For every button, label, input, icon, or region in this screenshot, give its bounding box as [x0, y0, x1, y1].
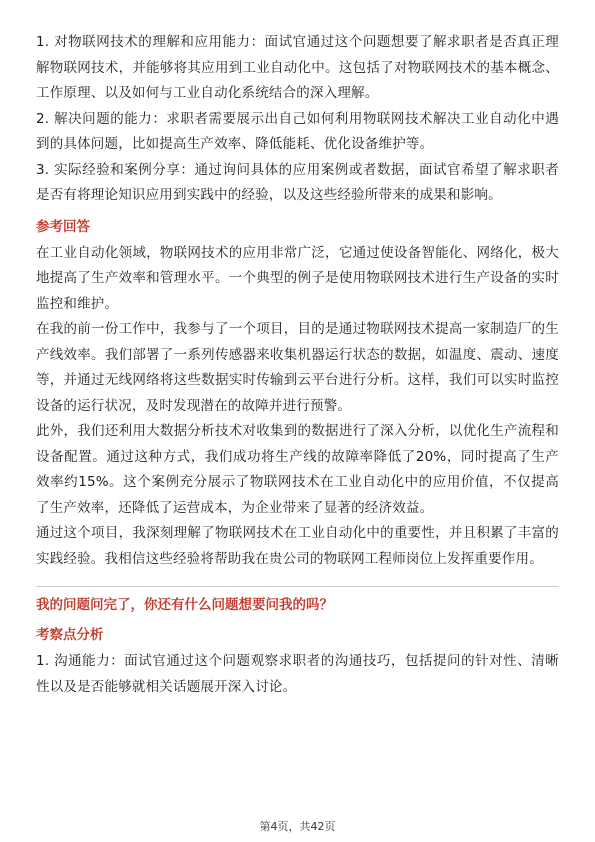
analysis-heading: 考察点分析	[36, 627, 104, 643]
reference-answer-heading: 参考回答	[36, 218, 90, 235]
assessment-point-2: 2. 解决问题的能力：求职者需要展示出自己如何利用物联网技术解决工业自动化中遇到的具体问题，比如提高生产效率、降低能耗、优化设备维护等。	[36, 110, 559, 152]
assessment-point-1: 1. 对物联网技术的理解和应用能力：面试官通过这个问题想要了解求职者是否真正理解物联网技术，并能够将其应用到工业自动化中。这包括了对物联网技术的基本概念、工作原理、以及如何与工业自动化系统结合的深入理解。	[36, 34, 559, 101]
page-content	[36, 30, 559, 700]
next-question-title: 我的问题问完了，你还有什么问题想要问我的吗？	[36, 597, 333, 613]
page-number-footer: 第4页，共42页	[259, 820, 336, 833]
answer-paragraph-2: 在我的前一份工作中，我参与了一个项目，目的是通过物联网技术提高一家制造厂的生产线效率。我们部署了一系列传感器来收集机器运行状态的数据，如温度、震动、速度等，并通过无线网络将这些数据实时传输到云平台进行分析。这样，我们可以实时监控设备的运行状况，及时发现潜在的故障并进行预警。	[36, 321, 559, 414]
assessment-point-3: 3. 实际经验和案例分享：通过询问具体的应用案例或者数据，面试官希望了解求职者是否有将理论知识应用到实践中的经验，以及这些经验所带来的成果和影响。	[36, 161, 559, 203]
answer-paragraph-1: 在工业自动化领域，物联网技术的应用非常广泛，它通过使设备智能化、网络化，极大地提高了生产效率和管理水平。一个典型的例子是使用物联网技术进行生产设备的实时监控和维护。	[36, 244, 559, 312]
section-divider	[36, 586, 559, 587]
analysis-point-1: 1. 沟通能力：面试官通过这个问题观察求职者的沟通技巧，包括提问的针对性、清晰性以及是否能够就相关话题展开深入讨论。	[36, 653, 559, 695]
answer-paragraph-4: 通过这个项目，我深刻理解了物联网技术在工业自动化中的重要性，并且积累了丰富的实践经验。我相信这些经验将帮助我在贵公司的物联网工程师岗位上发挥重要作用。	[36, 525, 559, 567]
answer-paragraph-3: 此外，我们还利用大数据分析技术对收集到的数据进行了深入分析，以优化生产流程和设备配置。通过这种方式，我们成功将生产线的故障率降低了20%，同时提高了生产效率约15%。这个案例充分展示了物联网技术在工业自动化中的应用价值，不仅提高了生产效率，还降低了运营成本，为企业带来了显著的经济效益。	[36, 423, 559, 516]
